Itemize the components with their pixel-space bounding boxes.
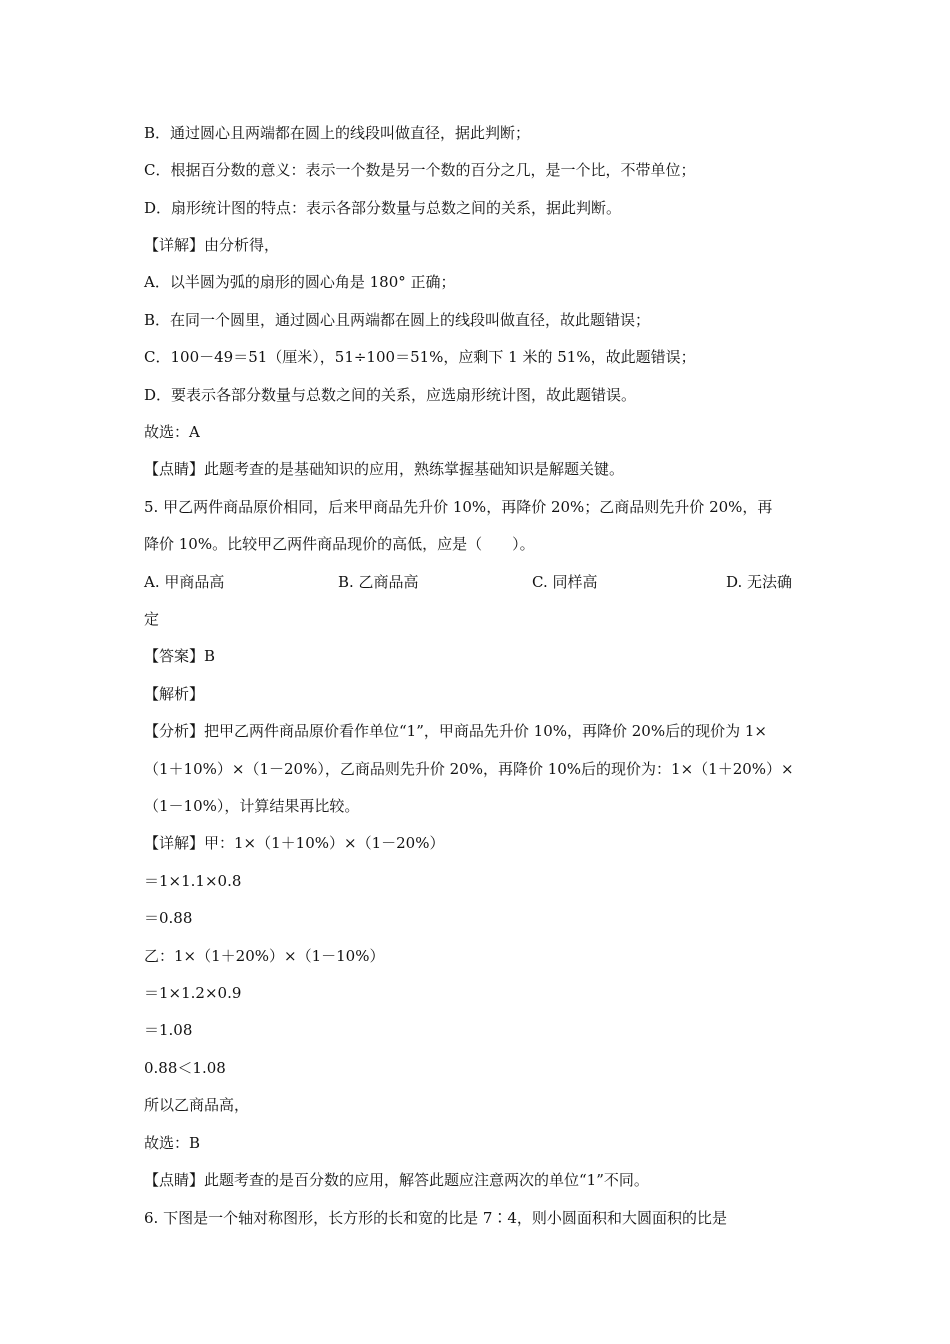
text-line: 乙：1×（1＋20%）×（1－10%）: [144, 947, 385, 965]
question-line: 6. 下图是一个轴对称图形，长方形的长和宽的比是 7∶4，则小圆面积和大圆面积的比是: [144, 1209, 727, 1227]
text-line: 【点睛】此题考查的是基础知识的应用，熟练掌握基础知识是解题关键。: [144, 460, 625, 478]
text-line: C．根据百分数的意义：表示一个数是另一个数的百分之几，是一个比，不带单位；: [144, 161, 696, 179]
question-line: 5. 甲乙两件商品原价相同，后来甲商品先升价 10%，再降价 20%；乙商品则先升价 20%，再: [144, 498, 773, 516]
text-line: B．在同一个圆里，通过圆心且两端都在圆上的线段叫做直径，故此题错误；: [144, 311, 651, 329]
text-line: 所以乙商品高，: [144, 1096, 250, 1114]
text-line: 【详解】由分析得，: [144, 236, 280, 254]
text-line: ＝1×1.2×0.9: [144, 984, 242, 1002]
text-line: D．扇形统计图的特点：表示各部分数量与总数之间的关系，据此判断。: [144, 199, 622, 217]
text-line: （1＋10%）×（1－20%），乙商品则先升价 20%，再降价 10%后的现价为：1×（1＋20%）×: [144, 760, 794, 778]
option-d: D. 无法确: [726, 573, 793, 591]
text-line: 【点睛】此题考查的是百分数的应用，解答此题应注意两次的单位“1”不同。: [144, 1171, 649, 1189]
question-line: 降价 10%。比较甲乙两件商品现价的高低，应是（ ）。: [144, 535, 535, 553]
text-line: 故选：B: [144, 1134, 201, 1152]
option-b: B. 乙商品高: [338, 573, 419, 591]
text-line: 【分析】把甲乙两件商品原价看作单位“1”，甲商品先升价 10%，再降价 20%后的现价为 1×: [144, 722, 767, 740]
answer-line: 【答案】B: [144, 647, 216, 665]
text-line: B．通过圆心且两端都在圆上的线段叫做直径，据此判断；: [144, 124, 531, 142]
text-line: 故选：A: [144, 423, 200, 441]
text-line: （1－10%），计算结果再比较。: [144, 797, 360, 815]
text-line: ＝1.08: [144, 1021, 193, 1039]
text-line: ＝1×1.1×0.8: [144, 872, 242, 890]
text-line: D．要表示各部分数量与总数之间的关系，应选扇形统计图，故此题错误。: [144, 386, 637, 404]
option-a: A. 甲商品高: [144, 573, 225, 591]
text-line: 定: [144, 610, 160, 628]
text-line: A．以半圆为弧的扇形的圆心角是 180° 正确；: [144, 273, 456, 291]
text-line: ＝0.88: [144, 909, 193, 927]
option-c: C. 同样高: [532, 573, 598, 591]
text-line: 【详解】甲：1×（1＋10%）×（1－20%）: [144, 834, 445, 852]
text-line: 0.88＜1.08: [144, 1059, 226, 1077]
text-line: 【解析】: [144, 685, 205, 703]
text-line: C．100－49＝51（厘米），51÷100＝51%，应剩下 1 米的 51%，故此题错误；: [144, 348, 696, 366]
